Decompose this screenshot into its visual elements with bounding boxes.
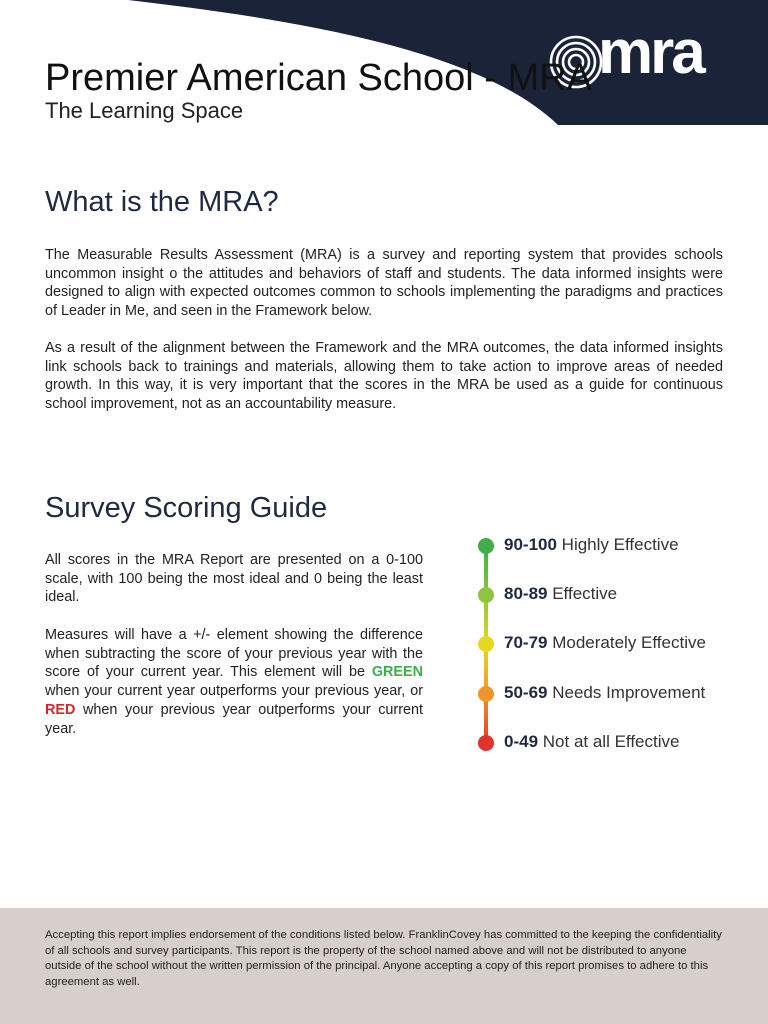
scale-row-effective [470, 579, 760, 609]
scale-description: Moderately Effective [552, 633, 706, 652]
page-title: Premier American School - MRA [45, 57, 592, 99]
scoring-text-part-c: when your previous year outperforms your current year. [45, 701, 423, 737]
scale-label [504, 535, 679, 555]
scale-label [504, 683, 705, 703]
scale-row-needs-improvement [470, 678, 760, 708]
scale-label [504, 732, 679, 752]
scale-description: Effective [552, 584, 618, 603]
scale-dot [478, 538, 494, 554]
scale-row-highly-effective [470, 530, 760, 560]
scale-dot [478, 636, 494, 652]
scale-range: 0-49 [504, 732, 539, 751]
scale-range: 80-89 [504, 584, 548, 603]
score-scale [470, 530, 760, 760]
green-keyword: GREEN [371, 664, 423, 681]
scoring-paragraph-1: All scores in the MRA Report are presented on a 0-100 scale, with 100 being the most ideal and 0 being the least ideal. [45, 552, 423, 606]
page-subtitle: The Learning Space [45, 98, 244, 123]
scale-description: Highly Effective [561, 535, 679, 554]
scale-range: 70-79 [504, 633, 548, 652]
section-heading-what-is-mra: What is the MRA? [45, 186, 279, 218]
scoring-text-part-b: when your current year outperforms your previous year, or [45, 683, 423, 700]
scale-range: 90-100 [504, 535, 557, 554]
scale-row-moderately-effective [470, 628, 760, 658]
scale-dot [478, 686, 494, 702]
scale-dot [478, 587, 494, 603]
intro-paragraph-1: The Measurable Results Assessment (MRA) is a survey and reporting system that provides schools uncommon insight o the attitudes and behaviors of staff and students. The data informed insights were designed to align with expected outcomes common to schools implementing the paradigms and practices of Leader in Me, and seen in the Framework below. [45, 247, 723, 320]
red-keyword: RED [45, 701, 76, 718]
scale-range: 50-69 [504, 683, 548, 702]
disclaimer-text: Accepting this report implies endorsement of the conditions listed below. FranklinCovey has committed to the keeping the confidentiality of all schools and survey participants. This report is the property of the school named above and will not be distributed to anyone outside of the school without the written permission of the principal. Anyone accepting a copy of this report promises to adhere to this agreement as well. [45, 929, 722, 989]
scale-description: Not at all Effective [542, 732, 680, 751]
logo-text: mra [598, 18, 703, 87]
scale-row-not-effective [470, 727, 760, 757]
scoring-paragraph-2 [45, 626, 423, 738]
footer-disclaimer [0, 908, 768, 1024]
scale-label [504, 584, 617, 604]
section-heading-scoring-guide: Survey Scoring Guide [45, 492, 328, 524]
scale-description: Needs Improvement [552, 683, 706, 702]
intro-paragraph-2: As a result of the alignment between the Framework and the MRA outcomes, the data informed insights link schools back to trainings and materials, allowing them to take action to improve areas of needed growth. In this way, it is very important that the scores in the MRA be used as a guide for continuous school improvement, not as an accountability measure. [45, 340, 723, 413]
scale-label [504, 633, 706, 653]
scale-dot [478, 735, 494, 751]
scoring-text-part-a: Measures will have a +/- element showing the difference when subtracting the score of your previous year with the score of your current year. This element will be [45, 627, 423, 681]
